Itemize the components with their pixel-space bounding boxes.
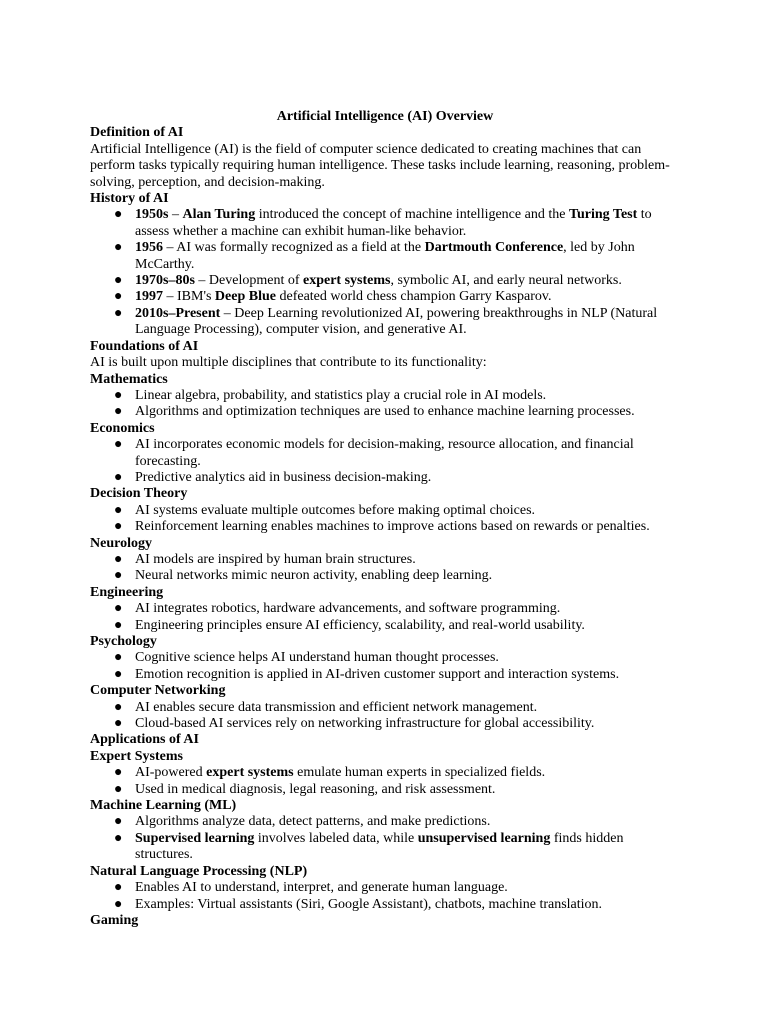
- subheading-gaming: Gaming: [90, 912, 139, 928]
- bullet-icon: ●: [114, 601, 123, 617]
- bullet-icon: ●: [114, 502, 123, 518]
- list-item-text: Engineering principles ensure AI efficiency, scalability, and real-world usability.: [135, 617, 585, 633]
- list-item-text: Examples: Virtual assistants (Siri, Google Assistant), chatbots, machine translation.: [135, 896, 603, 912]
- bullet-icon: ●: [114, 568, 123, 584]
- document-title: Artificial Intelligence (AI) Overview: [276, 109, 494, 124]
- list-item: [90, 897, 680, 913]
- history-year: 1997: [135, 289, 163, 305]
- history-bold: Dartmouth Conference: [424, 240, 564, 256]
- history-list: [90, 207, 680, 338]
- psychology-list: [90, 650, 680, 683]
- list-item: [90, 437, 680, 470]
- list-item-text: Algorithms analyze data, detect patterns, and make predictions.: [135, 814, 491, 830]
- subheading-mathematics: Mathematics: [90, 371, 168, 387]
- list-item-text: Cognitive science helps AI understand human thought processes.: [135, 650, 499, 666]
- bullet-icon: ●: [114, 830, 123, 846]
- subheading-psychology: Psychology: [90, 634, 157, 649]
- list-item: [90, 552, 680, 568]
- history-year: 1970s–80s: [135, 273, 195, 289]
- list-item-text: Predictive analytics aid in business decision-making.: [135, 469, 432, 485]
- list-item: [90, 667, 680, 683]
- list-item-text: AI enables secure data transmission and efficient network management.: [135, 699, 538, 715]
- bullet-icon: ●: [114, 781, 123, 797]
- bullet-icon: ●: [114, 814, 123, 830]
- list-item: [90, 519, 680, 535]
- history-bold: Alan Turing: [182, 207, 256, 223]
- bullet-icon: ●: [114, 666, 123, 682]
- list-item-text: Algorithms and optimization techniques are used to enhance machine learning processes.: [135, 404, 635, 420]
- list-item: [90, 404, 680, 420]
- list-item: [90, 880, 680, 896]
- subheading-computer-networking: Computer Networking: [90, 683, 226, 699]
- subheading-expert-systems: Expert Systems: [90, 748, 183, 764]
- nlp-list: [90, 880, 680, 913]
- list-item: [90, 765, 680, 781]
- bullet-icon: ●: [114, 880, 123, 896]
- heading-definition: Definition of AI: [90, 125, 184, 141]
- list-item: [90, 601, 680, 617]
- heading-applications: Applications of AI: [90, 732, 199, 748]
- foundations-intro: AI is built upon multiple disciplines that contribute to its functionality:: [90, 355, 487, 371]
- subheading-machine-learning: Machine Learning (ML): [90, 798, 237, 814]
- subheading-economics: Economics: [90, 420, 155, 436]
- list-item-text: Enables AI to understand, interpret, and generate human language.: [135, 880, 508, 896]
- subheading-engineering: Engineering: [90, 584, 164, 600]
- bullet-icon: ●: [114, 469, 123, 485]
- list-item-text: AI-powered: [135, 765, 207, 781]
- bullet-icon: ●: [114, 551, 123, 567]
- history-text: – IBM's: [163, 289, 215, 305]
- bullet-icon: ●: [114, 650, 123, 666]
- bullet-icon: ●: [114, 273, 123, 289]
- list-item: [90, 273, 680, 289]
- list-item: [90, 650, 680, 666]
- history-text: , symbolic AI, and early neural networks.: [390, 273, 622, 289]
- list-item: [90, 618, 680, 634]
- list-item: [90, 289, 680, 305]
- list-item-text: AI models are inspired by human brain structures.: [135, 551, 416, 567]
- history-year: 1956: [135, 240, 163, 256]
- history-bold: Deep Blue: [214, 289, 276, 305]
- history-text: – Development of: [194, 273, 303, 289]
- list-item-text: emulate human experts in specialized fields.: [293, 765, 546, 781]
- bullet-icon: ●: [114, 437, 123, 453]
- list-item-bold: expert systems: [206, 765, 294, 781]
- list-item-text: Neural networks mimic neuron activity, enabling deep learning.: [135, 568, 493, 584]
- history-text: to assess whether a machine can exhibit human-like behavior.: [135, 207, 652, 239]
- list-item-bold: unsupervised learning: [417, 830, 551, 846]
- list-item-text: finds hidden structures.: [135, 830, 624, 863]
- bullet-icon: ●: [114, 896, 123, 912]
- list-item: [90, 470, 680, 486]
- bullet-icon: ●: [114, 617, 123, 633]
- list-item-text: AI integrates robotics, hardware advancements, and software programming.: [135, 601, 561, 617]
- heading-history: History of AI: [90, 191, 169, 207]
- list-item-text: Linear algebra, probability, and statistics play a crucial role in AI models.: [135, 387, 547, 403]
- expert-systems-list: [90, 765, 680, 798]
- list-item-text: Reinforcement learning enables machines to improve actions based on rewards or penalties.: [135, 519, 650, 535]
- bullet-icon: ●: [114, 404, 123, 420]
- bullet-icon: ●: [114, 519, 123, 535]
- list-item-text: Cloud-based AI services rely on networking infrastructure for global accessibility.: [135, 716, 595, 732]
- list-item: [90, 388, 680, 404]
- decision-theory-list: [90, 503, 680, 536]
- economics-list: [90, 437, 680, 486]
- history-text: – AI was formally recognized as a field at the: [163, 240, 425, 256]
- subheading-decision-theory: Decision Theory: [90, 486, 188, 502]
- bullet-icon: ●: [114, 765, 123, 781]
- machine-learning-list: [90, 814, 680, 863]
- list-item: [90, 207, 680, 240]
- heading-foundations: Foundations of AI: [90, 338, 199, 354]
- definition-text: Artificial Intelligence (AI) is the field of computer science dedicated to creating machines that can perform tasks typically requiring human intelligence. These tasks include learning, reasoning, problem-solving, perception, and decision-making.: [90, 141, 670, 190]
- list-item-bold: Supervised learning: [135, 830, 255, 846]
- list-item: [90, 782, 680, 798]
- list-item: [90, 700, 680, 716]
- list-item: [90, 240, 680, 273]
- bullet-icon: ●: [114, 240, 123, 256]
- history-year: 1950s: [135, 207, 169, 223]
- bullet-icon: ●: [114, 207, 123, 223]
- bullet-icon: ●: [114, 387, 123, 403]
- computer-networking-list: [90, 700, 680, 733]
- list-item-text: Used in medical diagnosis, legal reasoning, and risk assessment.: [135, 781, 496, 797]
- history-year: 2010s–Present: [135, 305, 221, 321]
- list-item-text: AI systems evaluate multiple outcomes before making optimal choices.: [135, 502, 536, 518]
- bullet-icon: ●: [114, 289, 123, 305]
- history-bold: expert systems: [303, 273, 391, 289]
- list-item: [90, 306, 680, 339]
- list-item: [90, 568, 680, 584]
- list-item: [90, 831, 680, 864]
- history-bold: Turing Test: [568, 207, 638, 223]
- engineering-list: [90, 601, 680, 634]
- bullet-icon: ●: [114, 305, 123, 321]
- history-text: –: [168, 207, 183, 223]
- list-item-text: involves labeled data, while: [254, 830, 418, 846]
- history-text: , led by John McCarthy.: [135, 240, 635, 272]
- list-item: [90, 503, 680, 519]
- subheading-nlp: Natural Language Processing (NLP): [90, 863, 308, 879]
- list-item-text: AI incorporates economic models for decision-making, resource allocation, and financial forecasting.: [135, 437, 634, 469]
- document-page: [90, 109, 680, 929]
- subheading-neurology: Neurology: [90, 535, 152, 551]
- list-item: [90, 814, 680, 830]
- neurology-list: [90, 552, 680, 585]
- list-item-text: Emotion recognition is applied in AI-driven customer support and interaction systems.: [135, 666, 620, 682]
- list-item: [90, 716, 680, 732]
- history-text: defeated world chess champion Garry Kasparov.: [275, 289, 552, 305]
- history-text: – Deep Learning revolutionized AI, powering breakthroughs in NLP (Natural Language Processing), computer vision, and generative AI.: [135, 305, 658, 338]
- mathematics-list: [90, 388, 680, 421]
- bullet-icon: ●: [114, 699, 123, 715]
- bullet-icon: ●: [114, 716, 123, 732]
- history-text: introduced the concept of machine intelligence and the: [255, 207, 569, 223]
